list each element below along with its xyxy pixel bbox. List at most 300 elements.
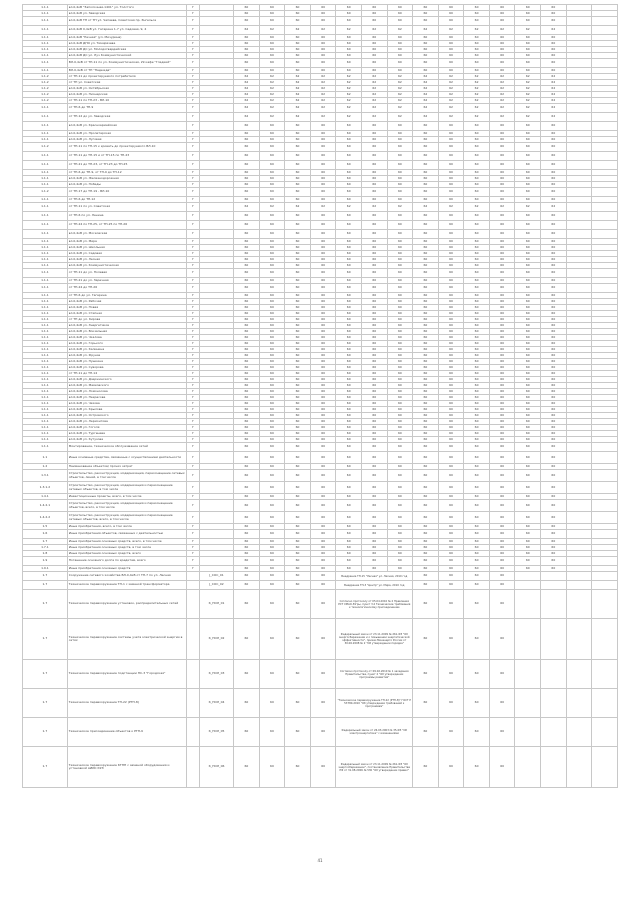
value-cell (541, 718, 567, 747)
value-cell: 60 (310, 572, 336, 581)
value-cell (566, 26, 592, 35)
value-cell: 60 (336, 566, 362, 572)
value-cell: 62 (387, 80, 413, 86)
value-cell: 60 (361, 431, 387, 437)
row-name: вл.0,4кВ ул. Победы (67, 182, 186, 188)
value-cell: 60 (310, 17, 336, 26)
value-cell: 60 (464, 59, 490, 68)
value-cell: 60 (387, 35, 413, 41)
row-unit: Г (187, 53, 200, 59)
value-cell: 60 (464, 269, 490, 278)
value-cell: 60 (361, 41, 387, 47)
value-cell: 60 (310, 500, 336, 512)
value-cell: 60 (489, 389, 515, 395)
value-cell: 60 (361, 335, 387, 341)
value-cell: 60 (234, 239, 260, 245)
value-cell: 60 (361, 170, 387, 176)
value-cell (592, 581, 618, 590)
value-cell: 60 (259, 293, 285, 299)
value-cell: 60 (336, 413, 362, 419)
value-cell: 60 (387, 161, 413, 170)
row-number: 1.7 (23, 689, 68, 718)
value-cell: 60 (464, 551, 490, 557)
value-cell: 60 (438, 35, 464, 41)
value-cell: 60 (285, 524, 311, 530)
value-cell: 60 (515, 500, 541, 512)
value-cell: 60 (387, 122, 413, 131)
value-cell: 60 (489, 371, 515, 377)
value-cell: 60 (310, 335, 336, 341)
value-cell: 62 (310, 98, 336, 104)
value-cell: 60 (515, 299, 541, 305)
row-name: вл.0,4кВ ул. Кутузова (67, 437, 186, 443)
value-cell: 60 (413, 35, 439, 41)
value-cell: 60 (259, 17, 285, 26)
value-cell: 60 (234, 131, 260, 137)
value-cell: 62 (464, 92, 490, 98)
value-cell: 60 (285, 660, 311, 689)
value-cell: 60 (387, 239, 413, 245)
value-cell: 60 (310, 395, 336, 401)
value-cell: 60 (489, 152, 515, 161)
value-cell: 60 (361, 152, 387, 161)
value-cell (592, 443, 618, 452)
value-cell: 60 (464, 263, 490, 269)
value-cell: 60 (438, 500, 464, 512)
value-cell: 60 (361, 530, 387, 539)
value-cell: 62 (336, 203, 362, 212)
value-cell: 62 (515, 80, 541, 86)
value-cell: 60 (413, 5, 439, 11)
value-cell: 60 (541, 347, 567, 353)
value-cell: 60 (515, 152, 541, 161)
row-number: 1.9.1 (23, 566, 68, 572)
value-cell: 62 (285, 86, 311, 92)
value-cell: 60 (464, 35, 490, 41)
value-cell: 60 (361, 452, 387, 464)
value-cell: 62 (541, 104, 567, 113)
value-cell: 60 (489, 383, 515, 389)
value-cell: 60 (361, 35, 387, 41)
value-cell: 60 (438, 464, 464, 470)
value-cell: 60 (387, 269, 413, 278)
value-cell: 62 (541, 203, 567, 212)
row-name: от ТП-6 до ТП-9 (67, 104, 186, 113)
value-cell: 60 (541, 365, 567, 371)
value-cell: 60 (464, 335, 490, 341)
value-cell: 60 (310, 419, 336, 425)
value-cell: 60 (464, 182, 490, 188)
value-cell: 62 (336, 80, 362, 86)
value-cell: 60 (310, 197, 336, 203)
value-cell: 60 (336, 269, 362, 278)
value-cell: 60 (438, 443, 464, 452)
value-cell: 60 (259, 53, 285, 59)
value-cell: 60 (464, 293, 490, 299)
value-cell: 60 (387, 59, 413, 68)
value-cell: 60 (387, 137, 413, 143)
row-number: 1.1.1 (23, 359, 68, 365)
value-cell: 60 (489, 341, 515, 347)
value-cell: 62 (234, 98, 260, 104)
value-cell: 62 (464, 74, 490, 80)
row-number: 1.1.1 (23, 257, 68, 263)
value-cell: 60 (259, 413, 285, 419)
value-cell: 60 (464, 581, 490, 590)
row-number: 1.7 (23, 572, 68, 581)
row-number: 1.1.2 (23, 143, 68, 152)
value-cell: 60 (464, 371, 490, 377)
value-cell: 60 (541, 5, 567, 11)
value-cell: 60 (285, 371, 311, 377)
value-cell: 60 (361, 263, 387, 269)
value-cell (592, 143, 618, 152)
row-unit: Г (187, 221, 200, 230)
value-cell: 62 (515, 98, 541, 104)
value-cell: 60 (413, 482, 439, 494)
value-cell: 60 (336, 512, 362, 524)
value-cell: 60 (259, 239, 285, 245)
table-row-special (23, 689, 618, 718)
value-cell: 60 (234, 524, 260, 530)
row-unit (187, 619, 200, 660)
value-cell: 60 (489, 230, 515, 239)
value-cell: 60 (259, 524, 285, 530)
table-row (23, 122, 618, 131)
value-cell: 60 (541, 545, 567, 551)
value-cell: 60 (234, 269, 260, 278)
value-cell: 60 (464, 530, 490, 539)
value-cell: 60 (336, 59, 362, 68)
value-cell: 60 (438, 383, 464, 389)
value-cell: 60 (413, 329, 439, 335)
row-number: 1.1.1 (23, 437, 68, 443)
value-cell: 60 (361, 425, 387, 431)
value-cell: 60 (310, 269, 336, 278)
value-cell: 62 (438, 92, 464, 98)
value-cell (592, 26, 618, 35)
value-cell: 60 (361, 239, 387, 245)
value-cell: 60 (361, 353, 387, 359)
value-cell: 62 (285, 203, 311, 212)
value-cell: 60 (464, 143, 490, 152)
value-cell: 60 (438, 5, 464, 11)
value-cell: 60 (489, 718, 515, 747)
value-cell: 60 (464, 311, 490, 317)
row-number: 1.1.2 (23, 80, 68, 86)
value-cell: 60 (387, 41, 413, 47)
value-cell: 60 (259, 619, 285, 660)
value-cell: 60 (489, 5, 515, 11)
value-cell: 60 (489, 269, 515, 278)
value-cell: 60 (285, 500, 311, 512)
value-cell: 60 (234, 170, 260, 176)
value-cell: 60 (464, 212, 490, 221)
value-cell: 60 (489, 137, 515, 143)
row-unit (187, 572, 200, 581)
value-cell: 60 (413, 269, 439, 278)
value-cell: 60 (464, 500, 490, 512)
value-cell: 60 (515, 251, 541, 257)
value-cell (592, 482, 618, 494)
row-unit (187, 660, 200, 689)
value-cell: 60 (464, 68, 490, 74)
value-cell: 60 (336, 239, 362, 245)
value-cell: 60 (361, 512, 387, 524)
value-cell: 60 (541, 311, 567, 317)
value-cell: 60 (413, 170, 439, 176)
value-cell (566, 530, 592, 539)
value-cell: 60 (489, 437, 515, 443)
value-cell: 60 (259, 431, 285, 437)
value-cell: 60 (489, 131, 515, 137)
value-cell: 60 (361, 230, 387, 239)
value-cell: 60 (438, 419, 464, 425)
value-cell: 60 (310, 551, 336, 557)
value-cell: 60 (387, 335, 413, 341)
row-name: Иные приобретения основных средств, всего (67, 551, 186, 557)
value-cell: 60 (489, 161, 515, 170)
row-number: 1.1.1 (23, 395, 68, 401)
row-name: Техническое перевооружение КТПН с заменой оборудования и установкой АИИС КУЭ (67, 747, 186, 788)
value-cell: 62 (541, 80, 567, 86)
value-cell: 60 (464, 161, 490, 170)
value-cell: 60 (285, 11, 311, 17)
value-cell: 60 (541, 530, 567, 539)
value-cell: 60 (413, 389, 439, 395)
value-cell: 60 (438, 329, 464, 335)
value-cell: 60 (336, 464, 362, 470)
row-number: 1.4.1 (23, 494, 68, 500)
value-cell: 60 (310, 182, 336, 188)
value-cell: 60 (361, 500, 387, 512)
value-cell: 60 (413, 11, 439, 17)
row-number: 1.1.1 (23, 176, 68, 182)
row-name: вл.0,4кВ ул. Луговая (67, 137, 186, 143)
row-unit (187, 747, 200, 788)
value-cell: 60 (387, 347, 413, 353)
value-cell: 62 (234, 92, 260, 98)
value-cell: 60 (310, 239, 336, 245)
value-cell: 60 (413, 182, 439, 188)
value-cell: 60 (285, 47, 311, 53)
value-cell: 60 (438, 269, 464, 278)
row-name: Иные основные средства, связанные с осуществлением деятельности (67, 452, 186, 464)
value-cell: 60 (336, 305, 362, 311)
value-cell: 60 (259, 245, 285, 251)
value-cell: 60 (489, 619, 515, 660)
value-cell: 60 (336, 161, 362, 170)
value-cell: 60 (438, 353, 464, 359)
value-cell: 60 (464, 365, 490, 371)
row-name: вл.0,4кВ ул. Московская (67, 230, 186, 239)
row-number: 1.1.1 (23, 425, 68, 431)
value-cell: 60 (541, 323, 567, 329)
value-cell: 62 (541, 98, 567, 104)
value-cell: 60 (361, 419, 387, 425)
row-number: 1.7 (23, 660, 68, 689)
row-name: от ТП-6 до ул. Гагарина (67, 293, 186, 299)
value-cell: 60 (285, 245, 311, 251)
value-cell: 60 (336, 335, 362, 341)
row-number: 1.5 (23, 524, 68, 530)
row-name: Техническое перевооружение установок, распределительных сетей (67, 590, 186, 619)
value-cell: 60 (234, 500, 260, 512)
value-cell: 60 (310, 524, 336, 530)
value-cell: 60 (387, 143, 413, 152)
value-cell: 60 (438, 53, 464, 59)
row-unit: Г (187, 335, 200, 341)
value-cell (592, 557, 618, 566)
value-cell: 60 (387, 68, 413, 74)
value-cell: 62 (413, 80, 439, 86)
value-cell: 60 (259, 182, 285, 188)
value-cell: 60 (413, 530, 439, 539)
value-cell: 60 (361, 317, 387, 323)
value-cell: 60 (310, 263, 336, 269)
value-cell: 60 (438, 143, 464, 152)
row-number: 1.1.2 (23, 188, 68, 197)
value-cell: 60 (285, 263, 311, 269)
value-cell: 60 (438, 566, 464, 572)
row-name: вл.0,4кВ ул. Новая (67, 305, 186, 311)
value-cell: 60 (259, 335, 285, 341)
value-cell: 62 (361, 98, 387, 104)
row-unit: Г (187, 143, 200, 152)
row-number: 1.1.1 (23, 389, 68, 395)
value-cell: 60 (361, 341, 387, 347)
value-cell: 62 (285, 98, 311, 104)
value-cell: 60 (413, 293, 439, 299)
value-cell: 62 (285, 92, 311, 98)
value-cell: 60 (361, 524, 387, 530)
value-cell: 60 (413, 257, 439, 263)
value-cell: 60 (310, 41, 336, 47)
value-cell: 62 (234, 203, 260, 212)
value-cell: 60 (489, 278, 515, 284)
value-cell: 60 (310, 512, 336, 524)
row-name: от ТП-12 до ул. Заводская (67, 113, 186, 122)
value-cell: 60 (310, 590, 336, 619)
row-unit: Г (187, 437, 200, 443)
value-cell (566, 619, 592, 660)
value-cell: 60 (387, 323, 413, 329)
value-cell: 60 (515, 122, 541, 131)
value-cell: 60 (285, 470, 311, 482)
row-number: 1.1.1 (23, 245, 68, 251)
value-cell: 60 (259, 718, 285, 747)
value-cell: 60 (464, 359, 490, 365)
value-cell: 62 (336, 98, 362, 104)
value-cell: 60 (361, 305, 387, 311)
value-cell: 60 (438, 341, 464, 347)
row-name: от ТП-24 по ТП-25, от ТП-25 по ТП-26 (67, 221, 186, 230)
value-cell: 60 (310, 545, 336, 551)
value-cell (566, 443, 592, 452)
value-cell: 60 (438, 176, 464, 182)
value-cell: 60 (310, 299, 336, 305)
table-row (23, 59, 618, 68)
row-unit: Г (187, 113, 200, 122)
value-cell: 60 (464, 557, 490, 566)
value-cell: 60 (259, 419, 285, 425)
row-code (199, 104, 233, 113)
value-cell: 60 (387, 131, 413, 137)
value-cell: 60 (387, 557, 413, 566)
value-cell: 60 (285, 59, 311, 68)
row-number: 1.1 (23, 452, 68, 464)
row-name: Техническое перевооружение ТП-1 с заменой трансформатора (67, 581, 186, 590)
value-cell (515, 581, 541, 590)
value-cell: 60 (310, 365, 336, 371)
row-name: Сооружение сетевого хозяйства ВЛ-0,4кВ от ТП-7 по ул. Лесная (67, 572, 186, 581)
value-cell: 60 (310, 443, 336, 452)
value-cell: 60 (285, 341, 311, 347)
value-cell: 60 (413, 143, 439, 152)
row-unit: Г (187, 104, 200, 113)
value-cell: 60 (489, 251, 515, 257)
value-cell: 60 (285, 305, 311, 311)
value-cell: 60 (413, 413, 439, 419)
value-cell: 60 (387, 539, 413, 545)
row-unit: Г (187, 5, 200, 11)
value-cell: 60 (234, 305, 260, 311)
value-cell: 60 (234, 329, 260, 335)
value-cell: 60 (387, 359, 413, 365)
value-cell: 62 (361, 92, 387, 98)
value-cell: 60 (285, 161, 311, 170)
value-cell: 60 (464, 431, 490, 437)
value-cell: 60 (361, 143, 387, 152)
value-cell: 60 (310, 347, 336, 353)
value-cell: 60 (489, 494, 515, 500)
value-cell: 60 (361, 278, 387, 284)
value-cell: 60 (413, 425, 439, 431)
row-code (199, 284, 233, 293)
row-number: 1.6 (23, 530, 68, 539)
value-cell (592, 284, 618, 293)
value-cell: 60 (310, 660, 336, 689)
value-cell: 60 (489, 482, 515, 494)
value-cell: 60 (438, 557, 464, 566)
value-cell: 60 (361, 245, 387, 251)
value-cell: 60 (259, 557, 285, 566)
value-cell: 60 (489, 284, 515, 293)
row-unit: Г (187, 317, 200, 323)
value-cell: 60 (438, 137, 464, 143)
value-cell: 60 (361, 494, 387, 500)
value-cell: 62 (489, 113, 515, 122)
value-cell: 60 (234, 365, 260, 371)
value-cell: 60 (234, 431, 260, 437)
value-cell: 60 (489, 293, 515, 299)
value-cell: 60 (515, 437, 541, 443)
value-cell (592, 500, 618, 512)
row-name: Строительство, реконструкция, модернизация и переоснащение объектов, всего, в том числе (67, 500, 186, 512)
value-cell: 60 (438, 590, 464, 619)
value-cell: 62 (387, 98, 413, 104)
table-row (23, 284, 618, 293)
row-note: Внедрение ТП-15 "Лесная" ул. Лесная, 2010 год (336, 572, 413, 581)
value-cell: 60 (515, 551, 541, 557)
value-cell: 60 (438, 263, 464, 269)
value-cell: 60 (259, 5, 285, 11)
value-cell: 62 (310, 104, 336, 113)
value-cell: 60 (234, 389, 260, 395)
value-cell: 60 (515, 557, 541, 566)
value-cell: 60 (541, 413, 567, 419)
value-cell: 60 (285, 329, 311, 335)
